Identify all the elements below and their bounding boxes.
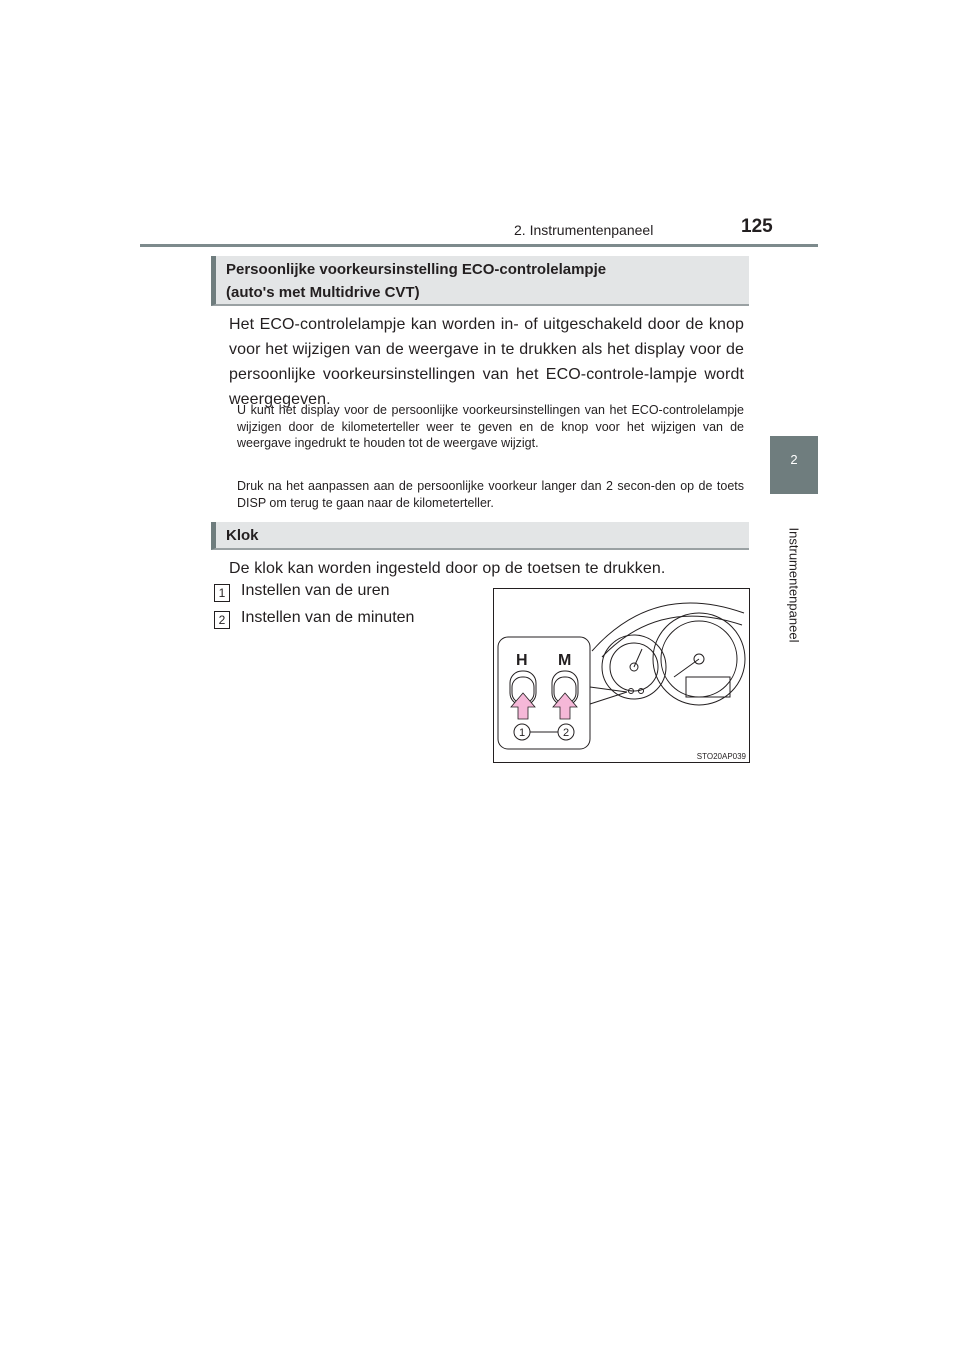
list-item-minutes	[214, 609, 414, 629]
chapter-tab-number: 2	[790, 452, 798, 467]
callout-1-number: 1	[519, 727, 526, 739]
list-item-minutes-label: Instellen van de minuten	[241, 609, 415, 626]
section-heading-eco-line1: Persoonlijke voorkeursinstelling ECO-controlelampje	[226, 261, 607, 278]
arrow-h	[511, 693, 535, 719]
small-gauge-needle	[634, 649, 642, 667]
cluster-hood-outline	[592, 603, 744, 651]
list-item-hours	[214, 582, 390, 602]
eco-note-2: Druk na het aanpassen aan de persoonlijke voorkeur langer dan 2 secon-den op de toets DISP om terug te gaan naar de kilometerteller.	[237, 479, 744, 510]
header-section-title: 2. Instrumentenpaneel	[514, 222, 654, 238]
arrow-m	[553, 693, 577, 719]
instrument-cluster-drawing	[494, 589, 751, 764]
clock-buttons-illustration	[493, 588, 750, 763]
list-item-hours-label: Instellen van de uren	[241, 582, 390, 599]
eco-note-1: U kunt het display voor de persoonlijke voorkeursinstellingen van het ECO-controlelampje wijzigen door de kilometerteller weer te geven en de knop voor het wijzigen van de weergave ingedrukt te houden tot de weergave wijzigt.	[237, 403, 744, 450]
eco-paragraph: Het ECO-controlelampje kan worden in- of uitgeschakeld door de knop voor het wijzigen van de weergave in te drukken als het display voor de persoonlijke voorkeursinstellingen van het ECO-controle-lampje wordt weergegeven.	[229, 316, 744, 408]
header-rule	[140, 244, 818, 247]
cluster-button-m	[639, 689, 644, 694]
odometer-display	[686, 677, 730, 697]
callout-badge-1: 1	[214, 584, 230, 602]
section-heading-eco-line2: (auto's met Multidrive CVT)	[226, 284, 420, 301]
klok-paragraph: De klok kan worden ingesteld door op de toetsen te drukken.	[229, 560, 666, 577]
callout-badge-2: 2	[214, 611, 230, 629]
figure-code: STO20AP039	[696, 752, 746, 761]
page-number: 125	[741, 216, 773, 237]
section-heading-eco	[211, 256, 749, 306]
section-heading-klok: Klok	[211, 522, 749, 550]
chapter-tab[interactable]	[770, 436, 818, 494]
callout-2-number: 2	[563, 727, 570, 739]
button-h-label: H	[516, 652, 528, 669]
button-m-label: M	[558, 652, 572, 669]
chapter-label-container	[764, 500, 824, 670]
chapter-label: Instrumentenpaneel	[786, 527, 802, 643]
